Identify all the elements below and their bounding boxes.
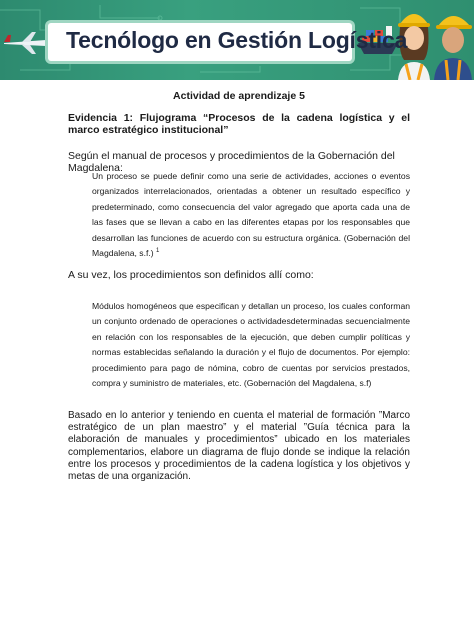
- quote-process-definition: [92, 169, 410, 261]
- banner-title: Tecnólogo en Gestión Logística: [66, 27, 408, 53]
- quote-process-text: Un proceso se puede definir como una serie de actividades, acciones o eventos organizados interrelacionados, orientadas a obtener un resultado específico y predeterminado, como consecuencia del valor agregado que aporta cada una de las fases que se llevan a cabo en las diferentes etapas por los responsables que desarrollan las funciones de acuerdo con su estructura orgánica. (Gobernación del Magdalena, s.f.): [92, 171, 410, 259]
- worker-man-illustration: [432, 4, 474, 80]
- footnote-marker: 1: [156, 248, 160, 255]
- header-banner: [0, 0, 474, 80]
- intro-paragraph: Según el manual de procesos y procedimientos de la Gobernación del Magdalena:: [68, 150, 395, 174]
- airplane-icon: [2, 30, 54, 56]
- quote-procedure-definition: Módulos homogéneos que especifican y detallan un proceso, los cuales conforman un conjunto ordenado de operaciones o actividadesdeterminadas secuencialmente en relación con los responsables de la ejecución, que deben cumplir políticas y normas establecidas señalando la duración y el flujo de documentos. Por ejemplo: procedimiento para pago de nómina, cobro de cuentas por servicios prestados, compra y suministro de materiales, etc. (Gobernación del Magdalena, s.f): [92, 301, 410, 389]
- evidence-title: Evidencia 1: Flujograma “Procesos de la cadena logística y el marco estratégico institucional”: [68, 112, 410, 136]
- second-paragraph: A su vez, los procedimientos son definidos allí como:: [68, 269, 314, 281]
- instructions-paragraph: Basado en lo anterior y teniendo en cuenta el material de formación ”Marco estratégico de un plan maestro” y el material ”Guía técnica para la elaboración de manuales y procedimientos” ubicado en los materiales complementarios, elabore un diagrama de flujo donde se indique la relación entre los procesos y procedimientos de la cadena logística y los objetivos y metas de una organización.: [68, 410, 410, 483]
- activity-title: Actividad de aprendizaje 5: [173, 90, 305, 102]
